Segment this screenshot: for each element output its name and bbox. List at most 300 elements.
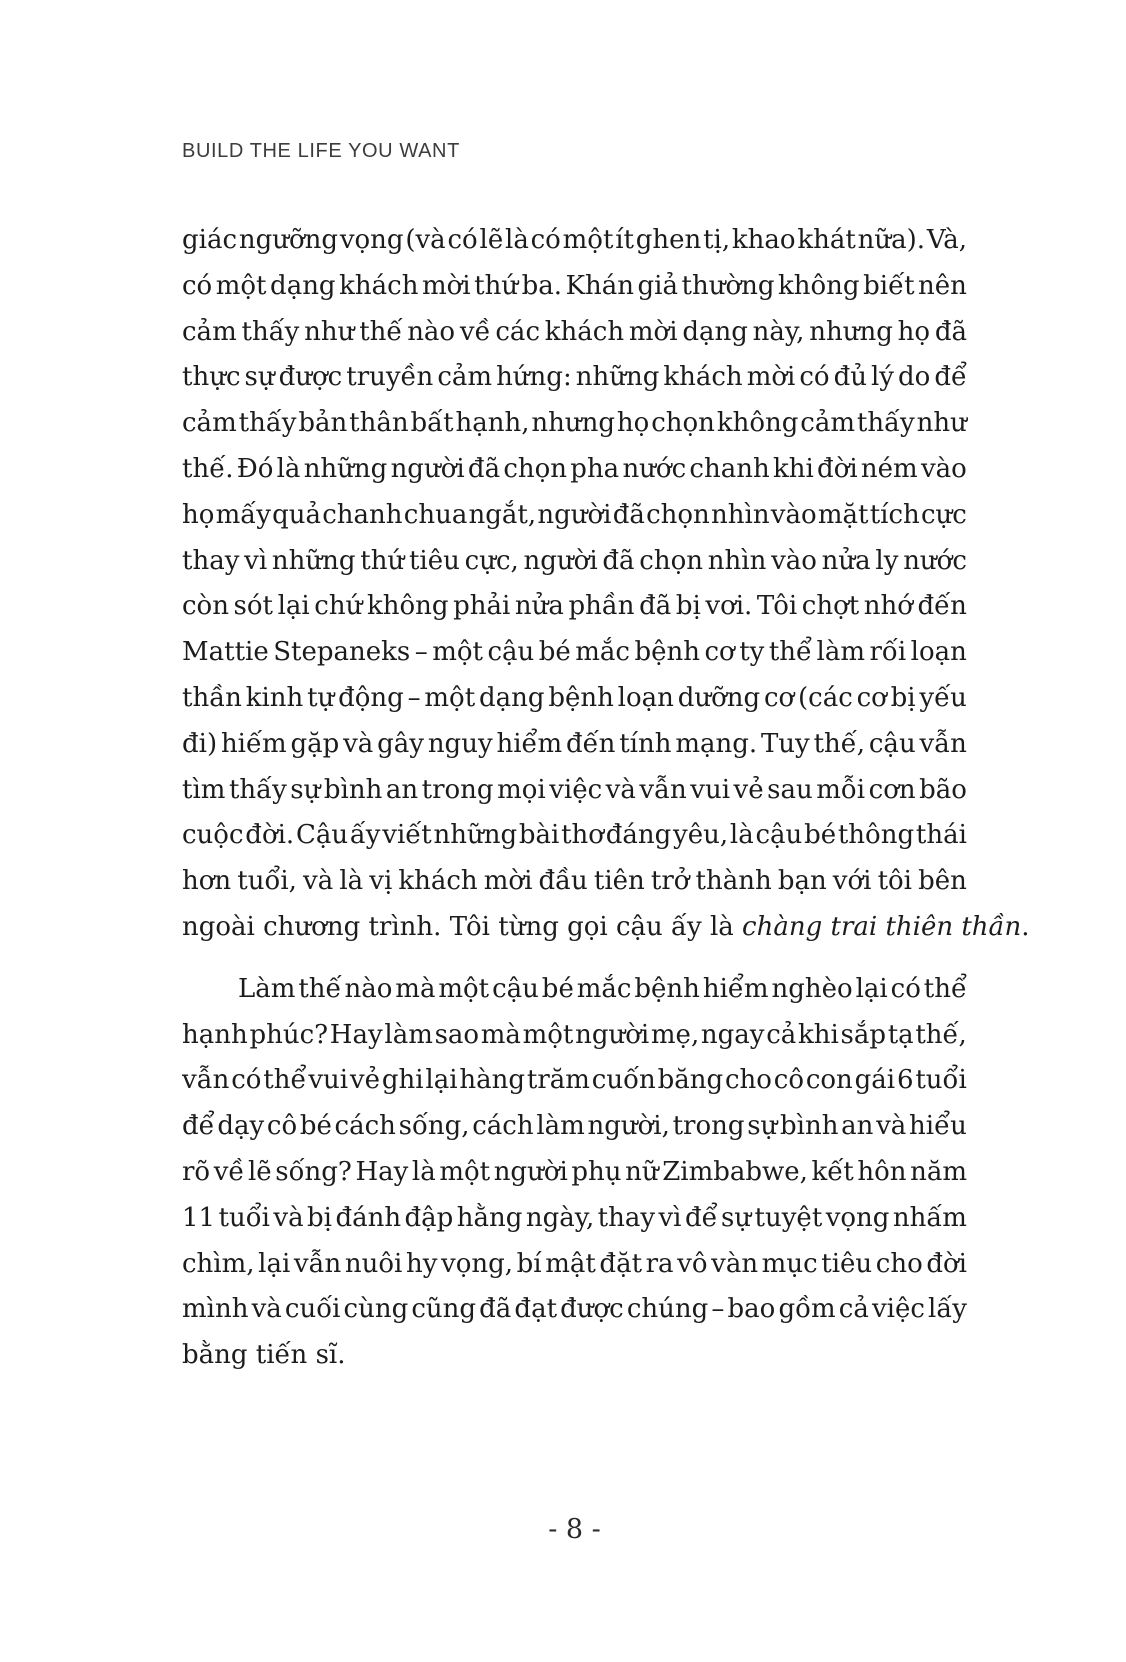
word: cậu xyxy=(868,728,916,759)
text-line xyxy=(182,264,967,310)
word: bản xyxy=(298,408,348,439)
word: – xyxy=(407,682,421,713)
word: cảm xyxy=(182,408,237,439)
word: với xyxy=(832,866,872,897)
word: yếu xyxy=(919,682,967,713)
word: lý xyxy=(870,362,894,393)
word: dạy xyxy=(217,1111,265,1142)
word: người xyxy=(523,545,598,576)
text-line xyxy=(182,768,967,814)
word: nhấm xyxy=(892,1202,967,1233)
word: không xyxy=(366,591,449,622)
word: chọn xyxy=(503,453,568,484)
text-line xyxy=(182,630,967,676)
word: đến xyxy=(917,591,967,622)
word: về xyxy=(459,316,491,347)
word: – xyxy=(711,1294,725,1325)
text-line xyxy=(182,1013,967,1059)
word: vàn xyxy=(711,1248,759,1279)
word: thế xyxy=(359,316,403,347)
word: mời xyxy=(483,866,533,897)
word: sau xyxy=(767,774,813,805)
word: và xyxy=(605,774,636,805)
word: bình xyxy=(780,1111,839,1142)
paragraph xyxy=(182,967,967,1379)
word: nửa xyxy=(514,591,564,622)
word: đập xyxy=(404,1202,454,1233)
word: tị, xyxy=(703,225,731,255)
word: vì xyxy=(244,545,268,576)
word: nào xyxy=(344,973,393,1004)
word: bất xyxy=(410,408,454,439)
word: này, xyxy=(752,316,805,347)
text-line xyxy=(182,859,967,905)
word: ly xyxy=(875,545,899,576)
word: pha xyxy=(570,453,620,484)
word: Tôi xyxy=(756,591,798,622)
word: chứ xyxy=(314,591,363,622)
word: loạn xyxy=(617,682,674,713)
page-number: - 8 - xyxy=(548,1514,601,1545)
word: sống? xyxy=(275,1156,352,1187)
word: là xyxy=(339,866,364,897)
word: Cậu xyxy=(295,820,349,851)
word: dưỡng xyxy=(677,682,761,713)
word: ghi xyxy=(381,1065,424,1096)
word: gây xyxy=(377,728,424,759)
word: mắc xyxy=(576,973,632,1004)
word: đã xyxy=(467,453,501,484)
text-line xyxy=(182,1150,967,1196)
word: một xyxy=(439,1156,491,1187)
word: thứ xyxy=(360,545,405,576)
word: hạnh, xyxy=(455,408,530,439)
word: nhìn xyxy=(711,499,770,530)
word: vọng xyxy=(339,225,404,255)
word: sự xyxy=(721,1202,752,1233)
word: loạn xyxy=(910,637,967,668)
word: vọng xyxy=(825,1202,890,1233)
word: thứ xyxy=(474,270,519,301)
text-line xyxy=(182,676,967,722)
word: nào xyxy=(407,316,456,347)
word: một xyxy=(438,973,490,1004)
word: vơi. xyxy=(705,591,753,622)
word: thông xyxy=(837,820,915,851)
word: không xyxy=(716,408,799,439)
word: chọn xyxy=(651,408,715,439)
word: nữ xyxy=(625,1156,659,1187)
word: hiểm xyxy=(702,973,769,1004)
word: tiêu xyxy=(821,1248,873,1279)
word: Hay xyxy=(355,1156,409,1187)
word: gồm xyxy=(778,1294,836,1325)
word: và xyxy=(273,1202,304,1233)
word: vị xyxy=(369,866,393,897)
word: khi xyxy=(772,453,814,484)
text-line xyxy=(182,310,967,356)
word: Hay xyxy=(329,1019,383,1050)
word: khi xyxy=(797,1019,839,1050)
word: biết xyxy=(863,270,915,301)
word: vẻ xyxy=(733,774,764,805)
word: hiểm xyxy=(496,728,563,759)
text-line xyxy=(182,539,967,585)
word: vui xyxy=(308,1065,349,1096)
word: như xyxy=(916,408,967,439)
word: động xyxy=(338,682,404,713)
word: cách xyxy=(334,1111,396,1142)
word: tiên xyxy=(593,866,645,897)
text-line xyxy=(182,1196,967,1242)
word: cảm xyxy=(437,362,493,393)
word: chọn xyxy=(646,499,710,530)
word: vì xyxy=(658,1202,682,1233)
word: sống, xyxy=(398,1111,470,1142)
word: nửa xyxy=(821,545,871,576)
text-line xyxy=(182,1058,967,1104)
word: hiếm xyxy=(220,728,287,759)
text-line xyxy=(182,401,967,447)
word: có xyxy=(182,270,213,301)
word: cậu xyxy=(755,820,803,851)
word: thành xyxy=(695,866,772,897)
word: tuổi xyxy=(218,1202,270,1233)
word: rõ xyxy=(182,1156,211,1187)
text-line xyxy=(182,1242,967,1288)
text-segment: . xyxy=(1021,911,1030,942)
word: một xyxy=(424,682,476,713)
word: là xyxy=(411,1156,436,1187)
word: lẽ xyxy=(479,225,504,255)
word: dạng xyxy=(270,270,336,301)
word: đã xyxy=(934,316,967,347)
word: cô xyxy=(266,1111,298,1142)
word: như xyxy=(304,316,355,347)
word: thay xyxy=(597,1202,656,1233)
word: hy xyxy=(405,1248,438,1279)
word: thế. xyxy=(182,453,234,484)
word: và xyxy=(303,866,334,897)
word: lại xyxy=(425,1065,458,1096)
word: vào xyxy=(920,453,967,484)
word: ngay xyxy=(700,1019,765,1050)
word: đi) xyxy=(182,728,218,759)
word: đầu xyxy=(538,866,588,897)
text-line xyxy=(182,813,967,859)
word: mặt xyxy=(817,499,869,530)
word: thần xyxy=(182,682,242,713)
word: cuốn xyxy=(591,1065,656,1096)
word: đặt xyxy=(599,1248,643,1279)
word: bé xyxy=(538,637,571,668)
word: khao xyxy=(731,225,796,255)
word: vào xyxy=(771,545,817,576)
word: được xyxy=(278,362,343,393)
word: con xyxy=(805,1065,853,1096)
word: nên xyxy=(918,270,967,301)
word: bão xyxy=(919,774,967,805)
word: ít xyxy=(615,225,634,255)
word: những xyxy=(303,453,388,484)
word: mời xyxy=(746,362,796,393)
word: 6 xyxy=(896,1065,914,1096)
word: thân xyxy=(349,408,409,439)
word: giác xyxy=(182,225,238,255)
word: thế, xyxy=(915,1019,967,1050)
word: bệnh xyxy=(634,637,701,668)
word: lấy xyxy=(928,1294,967,1325)
word: hằng xyxy=(456,1202,523,1233)
running-header: BUILD THE LIFE YOU WANT xyxy=(182,140,460,162)
word: đánh xyxy=(335,1202,402,1233)
text-line xyxy=(182,1104,967,1150)
word: yêu, xyxy=(673,820,729,851)
word: có xyxy=(447,225,478,255)
word: người xyxy=(390,453,465,484)
word: vẫn xyxy=(639,774,687,805)
word: tích xyxy=(869,499,920,530)
word: ném xyxy=(860,453,918,484)
word: cơ xyxy=(704,637,735,668)
word: hiểu xyxy=(909,1111,967,1142)
word: có xyxy=(530,225,561,255)
word: một xyxy=(562,225,614,255)
word: cơn xyxy=(868,774,916,805)
word: an xyxy=(841,1111,874,1142)
word: người xyxy=(575,1019,650,1050)
word: đời xyxy=(926,1248,967,1279)
word: mời xyxy=(628,316,678,347)
word: sót xyxy=(233,591,273,622)
word: trong xyxy=(672,1111,745,1142)
word: cực xyxy=(920,499,967,530)
word: bé xyxy=(541,973,574,1004)
word: bạn xyxy=(777,866,827,897)
word: mà xyxy=(480,1019,521,1050)
word: thơ xyxy=(561,820,604,851)
word: Mattie xyxy=(182,637,269,668)
word: cùng xyxy=(343,1294,409,1325)
word: và xyxy=(251,1294,282,1325)
word: mỗi xyxy=(816,774,866,805)
word: không xyxy=(778,270,860,301)
word: những xyxy=(433,820,518,851)
word: tạ xyxy=(887,1019,914,1050)
word: nước xyxy=(622,453,687,484)
word: viết xyxy=(382,820,432,851)
word: được xyxy=(560,1294,624,1325)
text-line xyxy=(182,584,967,630)
word: là xyxy=(505,225,529,255)
word: Tuy xyxy=(760,728,810,759)
word: đã xyxy=(612,499,645,530)
word: vui xyxy=(690,774,731,805)
word: thay xyxy=(182,545,240,576)
word: lại xyxy=(855,973,888,1004)
word: mật xyxy=(545,1248,596,1279)
word: mời xyxy=(421,270,471,301)
word: mục xyxy=(761,1248,818,1279)
word: nghèo xyxy=(771,973,853,1004)
word: để xyxy=(182,1111,215,1142)
word: đã xyxy=(479,1294,512,1325)
word: cách xyxy=(472,1111,534,1142)
word: tính xyxy=(619,728,672,759)
word: làm xyxy=(536,1111,585,1142)
word: bài xyxy=(518,820,560,851)
word: họ xyxy=(182,499,215,530)
word: làm xyxy=(384,1019,433,1050)
word: 11 xyxy=(182,1202,216,1233)
word: sao xyxy=(434,1019,480,1050)
text-line xyxy=(182,967,967,1013)
text-line xyxy=(182,905,1030,951)
word: cho xyxy=(724,1065,772,1096)
word: vẫn xyxy=(919,728,967,759)
word: tuyệt xyxy=(754,1202,823,1233)
word: ngắt, xyxy=(468,499,537,530)
word: ty xyxy=(739,637,765,668)
word: nhưng xyxy=(809,316,893,347)
word: có xyxy=(890,973,921,1004)
word: cực, xyxy=(464,545,519,576)
word: nữa). xyxy=(857,225,926,255)
word: nước xyxy=(903,545,967,576)
word: bị xyxy=(307,1202,332,1233)
word: cậu xyxy=(487,637,535,668)
text-line xyxy=(182,355,967,401)
word: năm xyxy=(910,1156,967,1187)
word: cơ xyxy=(763,682,795,713)
text-line xyxy=(182,1333,967,1379)
word: (các xyxy=(797,682,853,713)
word: sự xyxy=(747,1111,778,1142)
word: lẽ xyxy=(247,1156,272,1187)
word: chanh xyxy=(322,499,403,530)
word: Đó xyxy=(236,453,274,484)
word: mắc xyxy=(575,637,630,668)
word: bình xyxy=(323,774,383,805)
word: bí xyxy=(516,1248,542,1279)
word: đạt xyxy=(514,1294,558,1325)
word: chìm, xyxy=(182,1248,255,1279)
word: sắp xyxy=(840,1019,886,1050)
word: (và xyxy=(405,225,446,255)
word: truyền xyxy=(346,362,434,393)
word: trong xyxy=(421,774,494,805)
word: quả xyxy=(272,499,322,530)
word: phúc? xyxy=(249,1019,329,1050)
word: lại xyxy=(258,1248,291,1279)
word: về xyxy=(213,1156,245,1187)
word: có xyxy=(799,362,830,393)
word: là xyxy=(729,820,754,851)
text-line xyxy=(182,722,967,768)
word: đời. xyxy=(245,820,295,851)
word: tiêu xyxy=(408,545,460,576)
word: ghen xyxy=(635,225,702,255)
word: giả xyxy=(637,270,678,301)
word: mà xyxy=(395,973,436,1004)
word: mẹ, xyxy=(650,1019,700,1050)
word: Làm xyxy=(238,973,296,1004)
word: một xyxy=(522,1019,574,1050)
word: chọn xyxy=(639,545,704,576)
word: nuôi xyxy=(344,1248,403,1279)
word: khát xyxy=(797,225,856,255)
word: dạng xyxy=(682,316,748,347)
word: Khán xyxy=(565,270,634,301)
word: những xyxy=(271,545,356,576)
word: cuối xyxy=(284,1294,341,1325)
word: đã xyxy=(639,591,672,622)
word: các xyxy=(495,316,540,347)
word: thể xyxy=(263,1065,307,1096)
word: người xyxy=(493,1156,568,1187)
word: tôi xyxy=(877,866,912,897)
word: cậu xyxy=(492,973,539,1004)
word: hàng xyxy=(459,1065,526,1096)
word: vẫn xyxy=(293,1248,342,1279)
paragraph xyxy=(182,218,1030,951)
word: Stepaneks xyxy=(273,637,411,668)
text-segment: ngoài chương trình. Tôi từng gọi cậu ấy là xyxy=(182,911,743,942)
word: nhớ xyxy=(863,591,913,622)
word: một xyxy=(432,637,483,668)
word: tuổi, xyxy=(237,866,297,897)
word: đời xyxy=(817,453,858,484)
italic-phrase: chàng trai thiên thần xyxy=(742,911,1022,942)
word: mạng. xyxy=(675,728,758,759)
word: Zimbabwe, xyxy=(662,1156,808,1187)
word: họ xyxy=(897,316,931,347)
word: họ xyxy=(616,408,650,439)
word: để xyxy=(934,362,967,393)
word: hứng: xyxy=(496,362,572,393)
word: thế xyxy=(298,973,342,1004)
text-line xyxy=(182,218,967,264)
word: ngưỡng xyxy=(238,225,339,255)
word: khách xyxy=(339,270,419,301)
word: cả xyxy=(838,1294,869,1325)
text-segment: bằng tiến sĩ. xyxy=(182,1340,346,1371)
word: tìm xyxy=(182,774,226,805)
word: – xyxy=(414,637,428,668)
word: việc xyxy=(549,774,603,805)
word: hạnh xyxy=(182,1019,248,1050)
word: thấy xyxy=(241,316,300,347)
word: có xyxy=(231,1065,262,1096)
word: làm xyxy=(816,637,865,668)
word: hôn xyxy=(857,1156,907,1187)
word: gái xyxy=(854,1065,896,1096)
word: đã xyxy=(602,545,635,576)
word: sự xyxy=(244,362,275,393)
word: sự xyxy=(290,774,321,805)
word: việc xyxy=(871,1294,925,1325)
word: bao xyxy=(727,1294,776,1325)
body-text xyxy=(182,218,1030,1379)
word: phần xyxy=(568,591,635,622)
word: vào xyxy=(770,499,817,530)
word: còn xyxy=(182,591,229,622)
word: cuộc xyxy=(182,820,244,851)
word: cũng xyxy=(411,1294,477,1325)
word: bé xyxy=(299,1111,332,1142)
word: bị xyxy=(675,591,701,622)
word: cô xyxy=(773,1065,804,1096)
